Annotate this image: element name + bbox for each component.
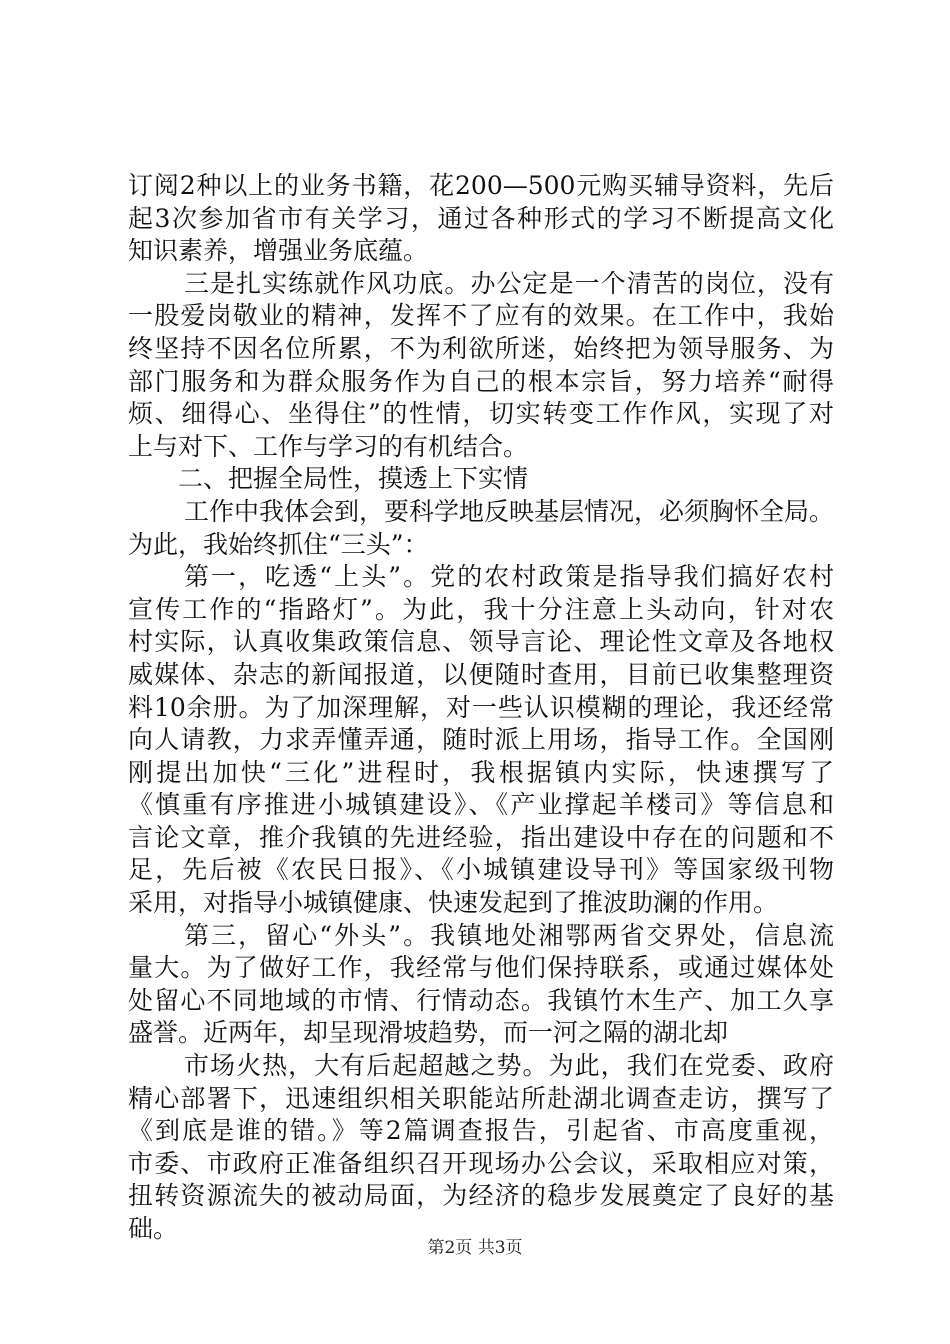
text-line: 向人请教，力求弄懂弄通，随时派上用场，指导工作。全国刚 <box>128 725 834 755</box>
text-line: 市场火热，大有后起超越之势。为此，我们在党委、政府 <box>184 1051 834 1081</box>
text-line: 部门服务和为群众服务作为自己的根本宗旨，努力培养“耐得 <box>128 366 834 396</box>
text-line: 料10余册。为了加深理解，对一些认识模糊的理论，我还经常 <box>128 692 834 722</box>
text-line: 《到底是谁的错。》等2篇调查报告，引起省、市高度重视， <box>128 1116 834 1146</box>
text-line: 上与对下、工作与学习的有机结合。 <box>128 431 529 461</box>
text-line: 宣传工作的“指路灯”。为此，我十分注意上头动向，针对农 <box>128 594 834 624</box>
text-line: 订阅2种以上的业务书籍，花200—500元购买辅导资料，先后 <box>128 171 834 200</box>
text-line: 第三，留心“外头”。我镇地处湘鄂两省交界处，信息流 <box>184 920 834 950</box>
text-line: 烦、细得心、坐得住”的性情，切实转变工作作风，实现了对 <box>128 399 834 429</box>
text-line: 知识素养，增强业务底蕴。 <box>128 236 429 266</box>
text-line: 三是扎实练就作风功底。办公定是一个清苦的岗位，没有 <box>184 268 834 298</box>
text-line: 为此，我始终抓住“三头”： <box>128 529 429 559</box>
text-line: 精心部署下，迅速组织相关职能站所赴湖北调查走访，撰写了 <box>128 1083 834 1113</box>
text-line: 采用，对指导小城镇健康、快速发起到了推波助澜的作用。 <box>128 888 779 918</box>
text-line: 刚提出加快“三化”进程时，我根据镇内实际，快速撰写了 <box>128 757 834 787</box>
text-line: 工作中我体会到，要科学地反映基层情况，必须胸怀全局。 <box>184 496 835 526</box>
text-line: 终坚持不因名位所累，不为利欲所迷，始终把为领导服务、为 <box>128 333 834 363</box>
text-line: 盛誉。近两年，却呈现滑坡趋势，而一河之隔的湖北却 <box>128 1018 729 1048</box>
text-line: 第一，吃透“上头”。党的农村政策是指导我们搞好农村 <box>184 562 834 592</box>
text-line: 足，先后被《农民日报》、《小城镇建设导刊》等国家级刊物 <box>128 855 834 885</box>
text-line: 威媒体、杂志的新闻报道，以便随时查用，目前已收集整理资 <box>128 659 834 689</box>
text-line: 础。 <box>128 1214 179 1243</box>
text-line: 村实际，认真收集政策信息、领导言论、理论性文章及各地权 <box>128 627 834 657</box>
text-line: 一股爱岗敬业的精神，发挥不了应有的效果。在工作中，我始 <box>128 301 834 331</box>
text-line: 量大。为了做好工作，我经常与他们保持联系，或通过媒体处 <box>128 953 834 983</box>
text-line: 扭转资源流失的被动局面，为经济的稳步发展奠定了良好的基 <box>128 1181 834 1211</box>
text-line: 二、把握全局性，摸透上下实情 <box>178 464 529 494</box>
page-footer: 第2页 共3页 <box>427 1238 523 1258</box>
text-line: 言论文章，推介我镇的先进经验，指出建设中存在的问题和不 <box>128 822 834 852</box>
body-text <box>128 170 834 1246</box>
text-line: 处留心不同地域的市情、行情动态。我镇竹木生产、加工久享 <box>128 985 834 1015</box>
text-line: 市委、市政府正准备组织召开现场办公会议，采取相应对策， <box>128 1148 834 1178</box>
text-line: 起3次参加省市有关学习，通过各种形式的学习不断提高文化 <box>128 203 834 233</box>
text-line: 《慎重有序推进小城镇建设》、《产业撑起羊楼司》等信息和 <box>128 790 834 820</box>
